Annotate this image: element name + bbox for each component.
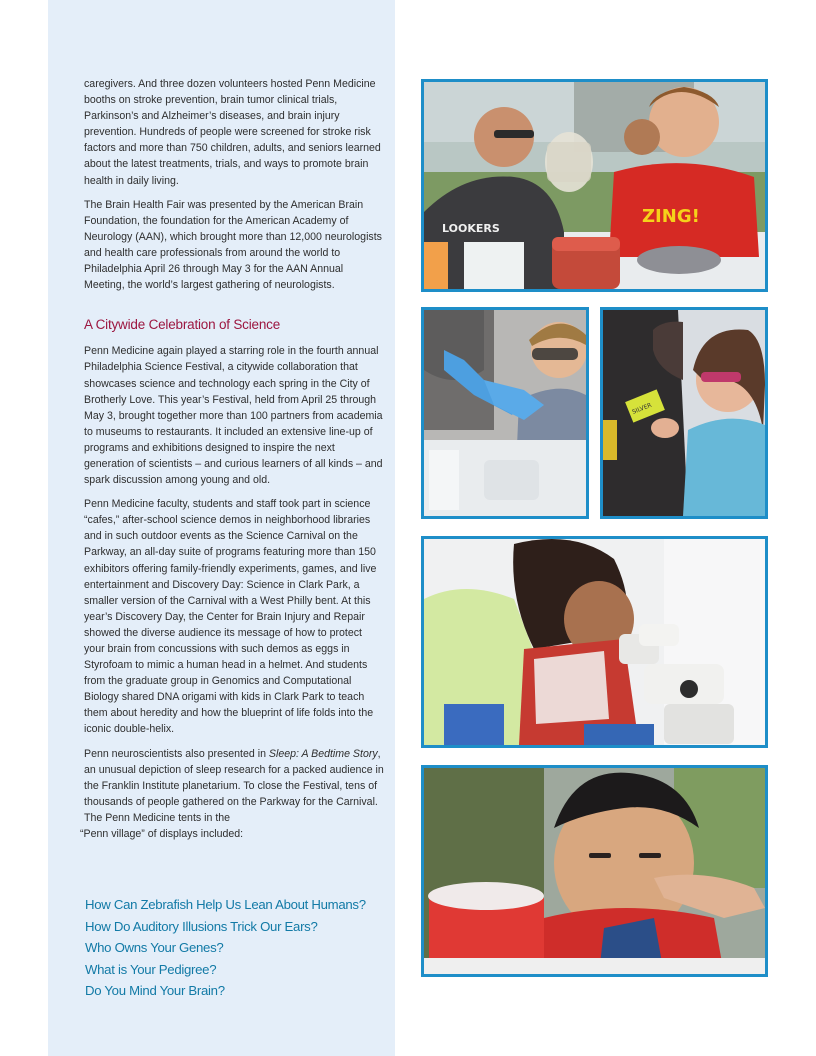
photo-card-text: SILVER xyxy=(631,401,653,416)
photo-goggles-experiment xyxy=(421,307,589,519)
section-heading: A Citywide Celebration of Science xyxy=(84,317,281,333)
exhibit-link-pedigree[interactable]: What is Your Pedigree? xyxy=(85,961,217,977)
paragraph-brain-health-fair: The Brain Health Fair was presented by the American Brain Foundation, the foundation for the American Academy of Neurology (AAN), which brought more than 12,000 neurologists and health care professionals from around the world to Philadelphia April 26 through May 3 for the AAN Annual Meeting, the world’s largest gathering of neurologists. xyxy=(84,198,382,292)
exhibit-link-auditory-illusions[interactable]: How Do Auditory Illusions Trick Our Ears? xyxy=(85,918,318,934)
paragraph-penn-village: “Penn village” of displays included: xyxy=(80,828,244,841)
photo-girl-card-graphic xyxy=(603,310,765,516)
photo-microscope xyxy=(421,536,768,748)
photo-microscope-graphic xyxy=(424,539,765,745)
photo-brain-jar-graphic xyxy=(424,82,765,289)
exhibit-link-zebrafish[interactable]: How Can Zebrafish Help Us Lean About Humans? xyxy=(85,897,366,912)
article-column xyxy=(80,76,384,850)
photo-boy-container-graphic xyxy=(424,768,765,974)
exhibit-link-genes[interactable]: Who Owns Your Genes? xyxy=(85,940,224,955)
photo-brain-jar-demo xyxy=(421,79,768,292)
paragraph-neuroscientists: Penn neuroscientists also presented in Sleep: A Bedtime Story, an unusual depiction of sleep research for a packed audience in the Franklin Institute planetarium. To close the Festival, tens of thousands of people gathered on the Parkway for the Carnival. The Penn Medicine tents in the xyxy=(84,747,384,824)
photo-goggles-graphic xyxy=(424,310,586,516)
photo-boy-container xyxy=(421,765,768,977)
exhibit-link-brain[interactable]: Do You Mind Your Brain? xyxy=(85,983,225,998)
exhibit-list xyxy=(85,894,385,1002)
sleep-story-title: Sleep: A Bedtime Story xyxy=(268,747,378,760)
paragraph-faculty-events: Penn Medicine faculty, students and staff took part in science “cafes,” after-school science demos in neighborhood libraries and in such outdoor events as the Science Carnival on the Parkway, an all-day suite of programs featuring more than 150 exhibitors offering family-friendly experiments, games, and live entertainment and Discovery Day: Science in Clark Park, a smaller version of the Carnival with a West Philly bent. At this year’s Discovery Day, the Center for Brain Injury and Repair showed the diverse audience its message of how to protect your brain from concussions with such demos as eggs in Styrofoam to mimic a human head in a helmet. And students from the graduate group in Genomics and Computational Biology shared DNA origami with kids in Clark Park to teach them about heredity and how the blueprint of life folds into the iconic double-helix. xyxy=(84,498,377,736)
photo-shirt-text: ZING! xyxy=(642,206,700,227)
photo-tshirt-text: LOOKERS xyxy=(442,222,500,235)
paragraph-caregivers: caregivers. And three dozen volunteers hosted Penn Medicine booths on stroke prevention, brain tumor clinical trials, Parkinson’s and Alzheimer’s diseases, and brain injury prevention. Hundreds of people were screened for stroke risk factors and more than 750 children, adults, and seniors learned about the latest treatments, trials, and ways to promote brain health in daily living. xyxy=(84,78,381,187)
photo-girl-card xyxy=(600,307,768,519)
paragraph-science-festival: Penn Medicine again played a starring role in the fourth annual Philadelphia Science Festival, a citywide collaboration that showcases science and technology each spring in the City of Brotherly Love. This year’s Festival, held from April 25 through May 3, brought together more than 100 partners from academia to museums to restaurants. It included an extensive line-up of programs and exhibitions designed to inspire the next generation of scientists – and curious learners of all kinds – and spark discussion among young and old. xyxy=(84,345,383,487)
